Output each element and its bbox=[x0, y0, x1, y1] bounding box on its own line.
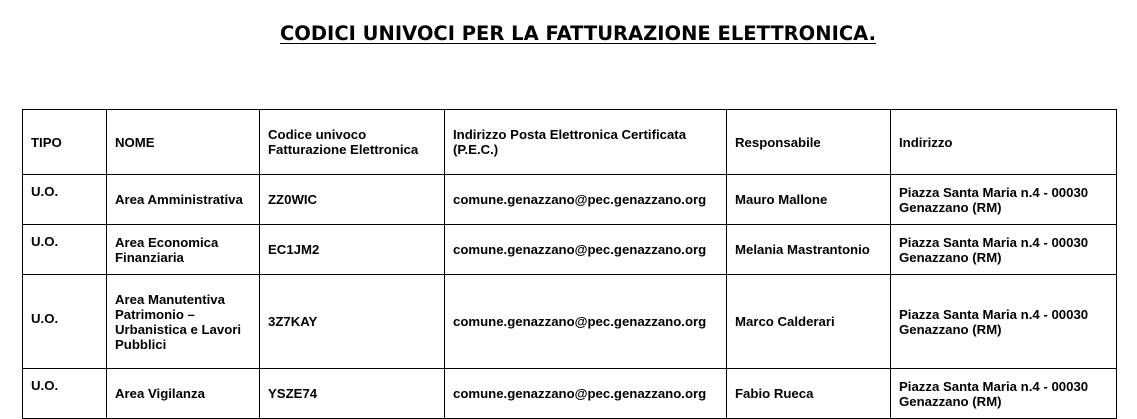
cell-indirizzo bbox=[891, 275, 1117, 369]
cell-tipo: U.O. bbox=[23, 369, 107, 419]
cell-indirizzo-line: Genazzano (RM) bbox=[899, 321, 1002, 337]
cell-nome bbox=[107, 369, 260, 419]
cell-nome-line: Area Vigilanza bbox=[115, 386, 205, 401]
cell-indirizzo-line: Piazza Santa Maria n.4 - 00030 bbox=[899, 306, 1089, 322]
cell-pec: comune.genazzano@pec.genazzano.org bbox=[445, 225, 727, 275]
cell-codice: ZZ0WIC bbox=[260, 175, 445, 225]
cell-nome-line: Area Amministrativa bbox=[115, 192, 243, 207]
cell-pec: comune.genazzano@pec.genazzano.org bbox=[445, 369, 727, 419]
cell-indirizzo-line: Genazzano (RM) bbox=[899, 393, 1002, 409]
header-pec bbox=[445, 110, 727, 175]
cell-codice: 3Z7KAY bbox=[260, 275, 445, 369]
cell-codice: YSZE74 bbox=[260, 369, 445, 419]
table-row bbox=[23, 369, 1117, 419]
header-responsabile: Responsabile bbox=[727, 110, 891, 175]
cell-nome bbox=[107, 225, 260, 275]
header-tipo: TIPO bbox=[23, 110, 107, 175]
cell-nome-line: Area Economica bbox=[115, 234, 219, 250]
cell-tipo: U.O. bbox=[23, 225, 107, 275]
table-row bbox=[23, 275, 1117, 369]
cell-responsabile: Mauro Mallone bbox=[727, 175, 891, 225]
cell-indirizzo bbox=[891, 369, 1117, 419]
cell-indirizzo bbox=[891, 225, 1117, 275]
header-pec-line2: (P.E.C.) bbox=[453, 142, 499, 157]
cell-indirizzo bbox=[891, 175, 1117, 225]
header-indirizzo: Indirizzo bbox=[891, 110, 1117, 175]
header-codice-line2: Fatturazione Elettronica bbox=[268, 142, 419, 157]
cell-indirizzo-line: Piazza Santa Maria n.4 - 00030 bbox=[899, 378, 1089, 394]
table-row bbox=[23, 175, 1117, 225]
document-title: CODICI UNIVOCI PER LA FATTURAZIONE ELETTRONICA. bbox=[279, 22, 876, 45]
cell-indirizzo-line: Piazza Santa Maria n.4 - 00030 bbox=[899, 234, 1089, 250]
cell-pec: comune.genazzano@pec.genazzano.org bbox=[445, 275, 727, 369]
cell-nome-line: Patrimonio – bbox=[115, 306, 195, 322]
cell-nome-line: Finanziaria bbox=[115, 249, 184, 265]
cell-tipo: U.O. bbox=[23, 175, 107, 225]
cell-pec: comune.genazzano@pec.genazzano.org bbox=[445, 175, 727, 225]
header-codice-line1: Codice univoco bbox=[268, 127, 367, 142]
header-nome: NOME bbox=[107, 110, 260, 175]
cell-tipo: U.O. bbox=[23, 275, 107, 369]
cell-indirizzo-line: Genazzano (RM) bbox=[899, 199, 1002, 215]
cell-responsabile: Melania Mastrantonio bbox=[727, 225, 891, 275]
cell-nome bbox=[107, 275, 260, 369]
cell-indirizzo-line: Piazza Santa Maria n.4 - 00030 bbox=[899, 184, 1089, 200]
cell-nome-line: Urbanistica e Lavori bbox=[115, 321, 242, 337]
header-pec-line1: Indirizzo Posta Elettronica Certificata bbox=[453, 127, 687, 142]
cell-codice: EC1JM2 bbox=[260, 225, 445, 275]
cell-nome bbox=[107, 175, 260, 225]
cell-responsabile: Fabio Rueca bbox=[727, 369, 891, 419]
header-codice bbox=[260, 110, 445, 175]
cell-nome-line: Pubblici bbox=[115, 336, 167, 352]
cell-indirizzo-line: Genazzano (RM) bbox=[899, 249, 1002, 265]
table-row bbox=[23, 225, 1117, 275]
codes-table bbox=[22, 109, 1117, 419]
cell-responsabile: Marco Calderari bbox=[727, 275, 891, 369]
cell-nome-line: Area Manutentiva bbox=[115, 291, 225, 307]
table-header-row bbox=[23, 110, 1117, 175]
